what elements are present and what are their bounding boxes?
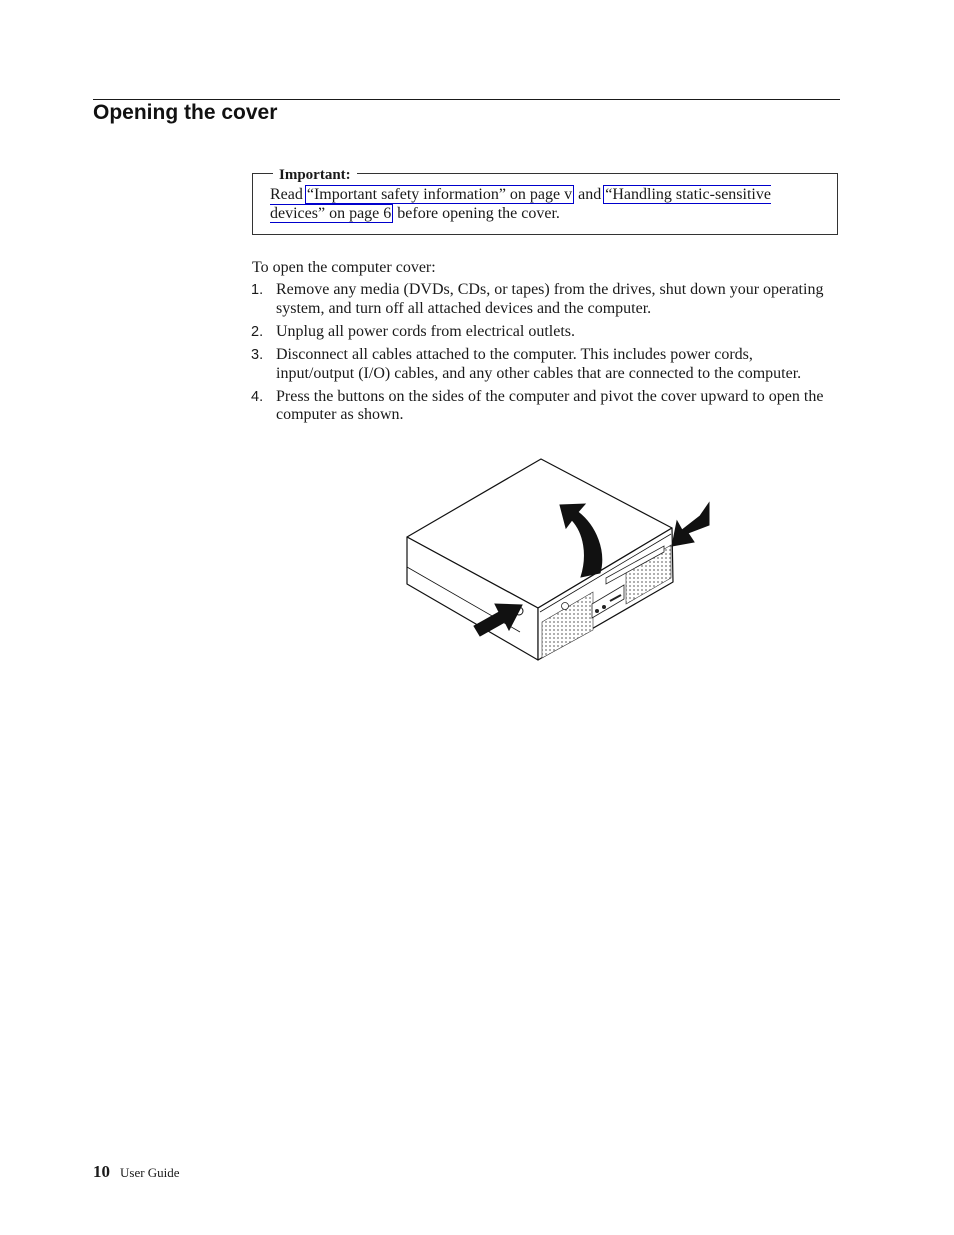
step-number: 3. — [251, 346, 264, 363]
document-name: User Guide — [120, 1165, 180, 1180]
notice-text-after: before opening the cover. — [393, 204, 560, 222]
steps-list — [251, 281, 831, 430]
page-footer — [93, 1162, 180, 1182]
static-sensitive-link[interactable]: “Handling static-sensitive devices” on page 6 — [270, 186, 771, 222]
computer-chassis — [407, 459, 673, 660]
notice-text — [270, 186, 830, 223]
step-number: 4. — [251, 388, 264, 405]
header-rule — [93, 99, 840, 100]
important-notice-box — [252, 167, 838, 235]
step-item — [251, 323, 831, 342]
notice-label: Important: — [273, 167, 357, 183]
computer-cover-illustration — [400, 455, 720, 665]
notice-text-before: Read — [270, 186, 307, 203]
step-text: Press the buttons on the sides of the computer and pivot the cover upward to open the computer as shown. — [276, 387, 824, 424]
step-item — [251, 388, 831, 425]
right-press-arrow-icon — [672, 503, 709, 546]
page-title: Opening the cover — [93, 101, 278, 124]
step-number: 2. — [251, 323, 264, 340]
step-text: Unplug all power cords from electrical outlets. — [276, 322, 576, 340]
step-number: 1. — [251, 282, 264, 298]
safety-info-link[interactable]: “Important safety information” on page v — [306, 186, 573, 203]
page-number: 10 — [93, 1162, 110, 1181]
notice-text-between: and — [574, 186, 606, 203]
step-item — [251, 346, 831, 383]
step-text: Remove any media (DVDs, CDs, or tapes) from the drives, shut down your operating system, and turn off all attached devices and the computer. — [276, 281, 824, 317]
power-button-icon — [562, 603, 569, 610]
intro-text: To open the computer cover: — [252, 259, 436, 276]
step-text: Disconnect all cables attached to the computer. This includes power cords, input/output (I/O) cables, and any other cables that are connected to the computer. — [276, 345, 802, 382]
step-item — [251, 281, 831, 318]
